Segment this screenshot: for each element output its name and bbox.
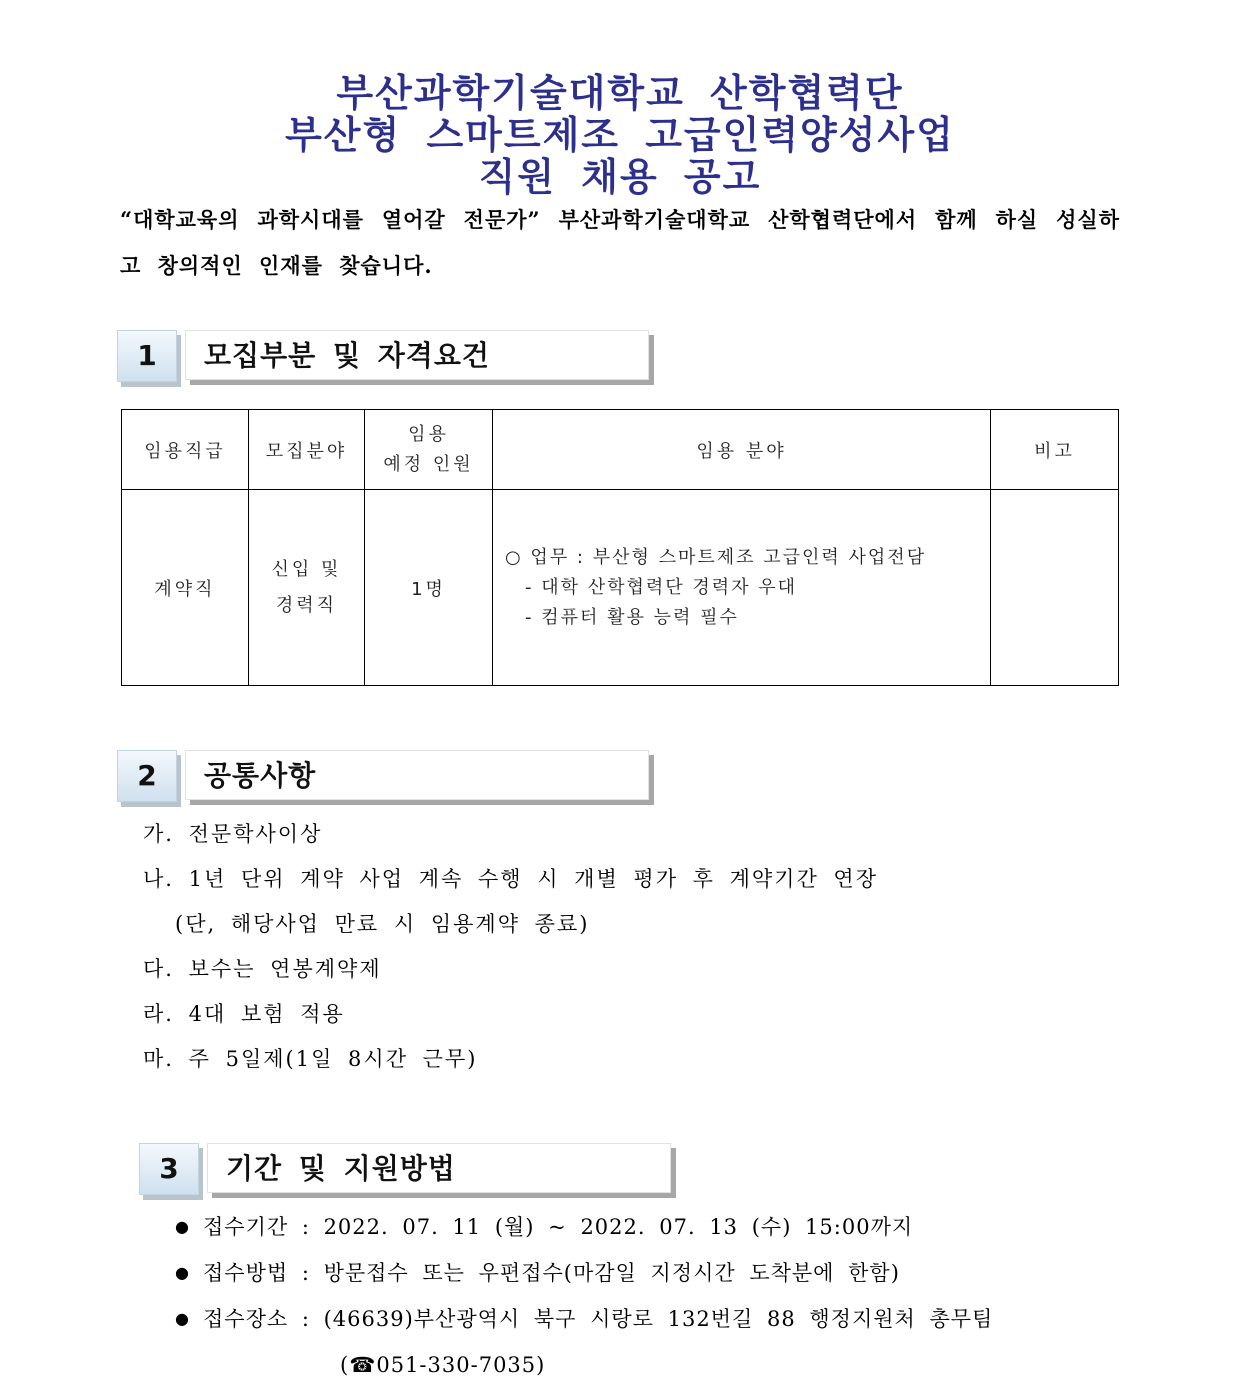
intro-text: “대학교육의 과학시대를 열어갈 전문가” 부산과학기술대학교 산학협력단에서 함께 하실 성실하고 창의적인 인재를 찾습니다. <box>120 207 1120 278</box>
table-row <box>122 490 1119 686</box>
cell-area-line3: - 컴퓨터 활용 능력 필수 <box>525 606 739 628</box>
cell-area <box>493 490 991 686</box>
section-1-number: 1 <box>117 330 177 382</box>
header-area: 임용 분야 <box>493 410 991 490</box>
header-field: 모집분야 <box>249 410 365 490</box>
cell-count: 1명 <box>365 490 493 686</box>
section-2-number: 2 <box>117 750 177 802</box>
list-item: (단, 해당사업 만료 시 임용계약 종료) <box>175 912 590 936</box>
bullet-icon: ● <box>175 1217 190 1236</box>
cell-area-line1: ○ 업무 : 부산형 스마트제조 고급인력 사업전담 <box>505 546 927 568</box>
cell-field-line1: 신입 및 <box>271 558 342 580</box>
list-item <box>175 1296 993 1342</box>
list-item: 마. 주 5일제(1일 8시간 근무) <box>143 1047 478 1071</box>
section-3-title: 기간 및 지원방법 <box>207 1143 671 1193</box>
list-item: 다. 보수는 연봉계약제 <box>143 957 382 981</box>
header-note: 비고 <box>991 410 1119 490</box>
cell-field <box>249 490 365 686</box>
title-line-3: 직원 채용 공고 <box>478 154 762 199</box>
cell-note <box>991 490 1119 686</box>
recruit-table <box>121 409 1119 686</box>
section-2-title: 공통사항 <box>185 750 649 800</box>
notice-title <box>0 72 1240 198</box>
cell-field-line2: 경력직 <box>275 594 338 616</box>
header-count-line1: 임용 <box>408 423 449 445</box>
common-items-list <box>143 812 878 1082</box>
apply-period: 접수기간 : 2022. 07. 11 (월) ~ 2022. 07. 13 (수) 15:00까지 <box>203 1215 914 1239</box>
header-rank: 임용직급 <box>122 410 249 490</box>
phone-number: (☎051-330-7035) <box>340 1353 546 1377</box>
section-1-title: 모집부분 및 자격요건 <box>185 330 649 380</box>
apply-items-list <box>175 1204 993 1388</box>
bullet-icon: ● <box>175 1309 190 1328</box>
bullet-icon: ● <box>175 1263 190 1282</box>
table-header-row <box>122 410 1119 490</box>
list-item: 가. 전문학사이상 <box>143 822 323 846</box>
cell-rank: 계약직 <box>122 490 249 686</box>
apply-location: 접수장소 : (46639)부산광역시 북구 시랑로 132번길 88 행정지원처 총무팀 <box>203 1307 994 1331</box>
header-count-line2: 예정 인원 <box>383 453 474 475</box>
title-line-1: 부산과학기술대학교 산학협력단 <box>336 70 904 115</box>
list-item: 나. 1년 단위 계약 사업 계속 수행 시 개별 평가 후 계약기간 연장 <box>143 867 879 891</box>
header-count <box>365 410 493 490</box>
title-line-2: 부산형 스마트제조 고급인력양성사업 <box>285 112 955 157</box>
cell-area-line2: - 대학 산학협력단 경력자 우대 <box>525 576 798 598</box>
section-3-number: 3 <box>139 1143 199 1195</box>
list-item <box>175 1204 993 1250</box>
apply-method: 접수방법 : 방문접수 또는 우편접수(마감일 지정시간 도착분에 한함) <box>203 1261 900 1285</box>
list-item: 라. 4대 보험 적용 <box>143 1002 345 1026</box>
list-item <box>175 1250 993 1296</box>
